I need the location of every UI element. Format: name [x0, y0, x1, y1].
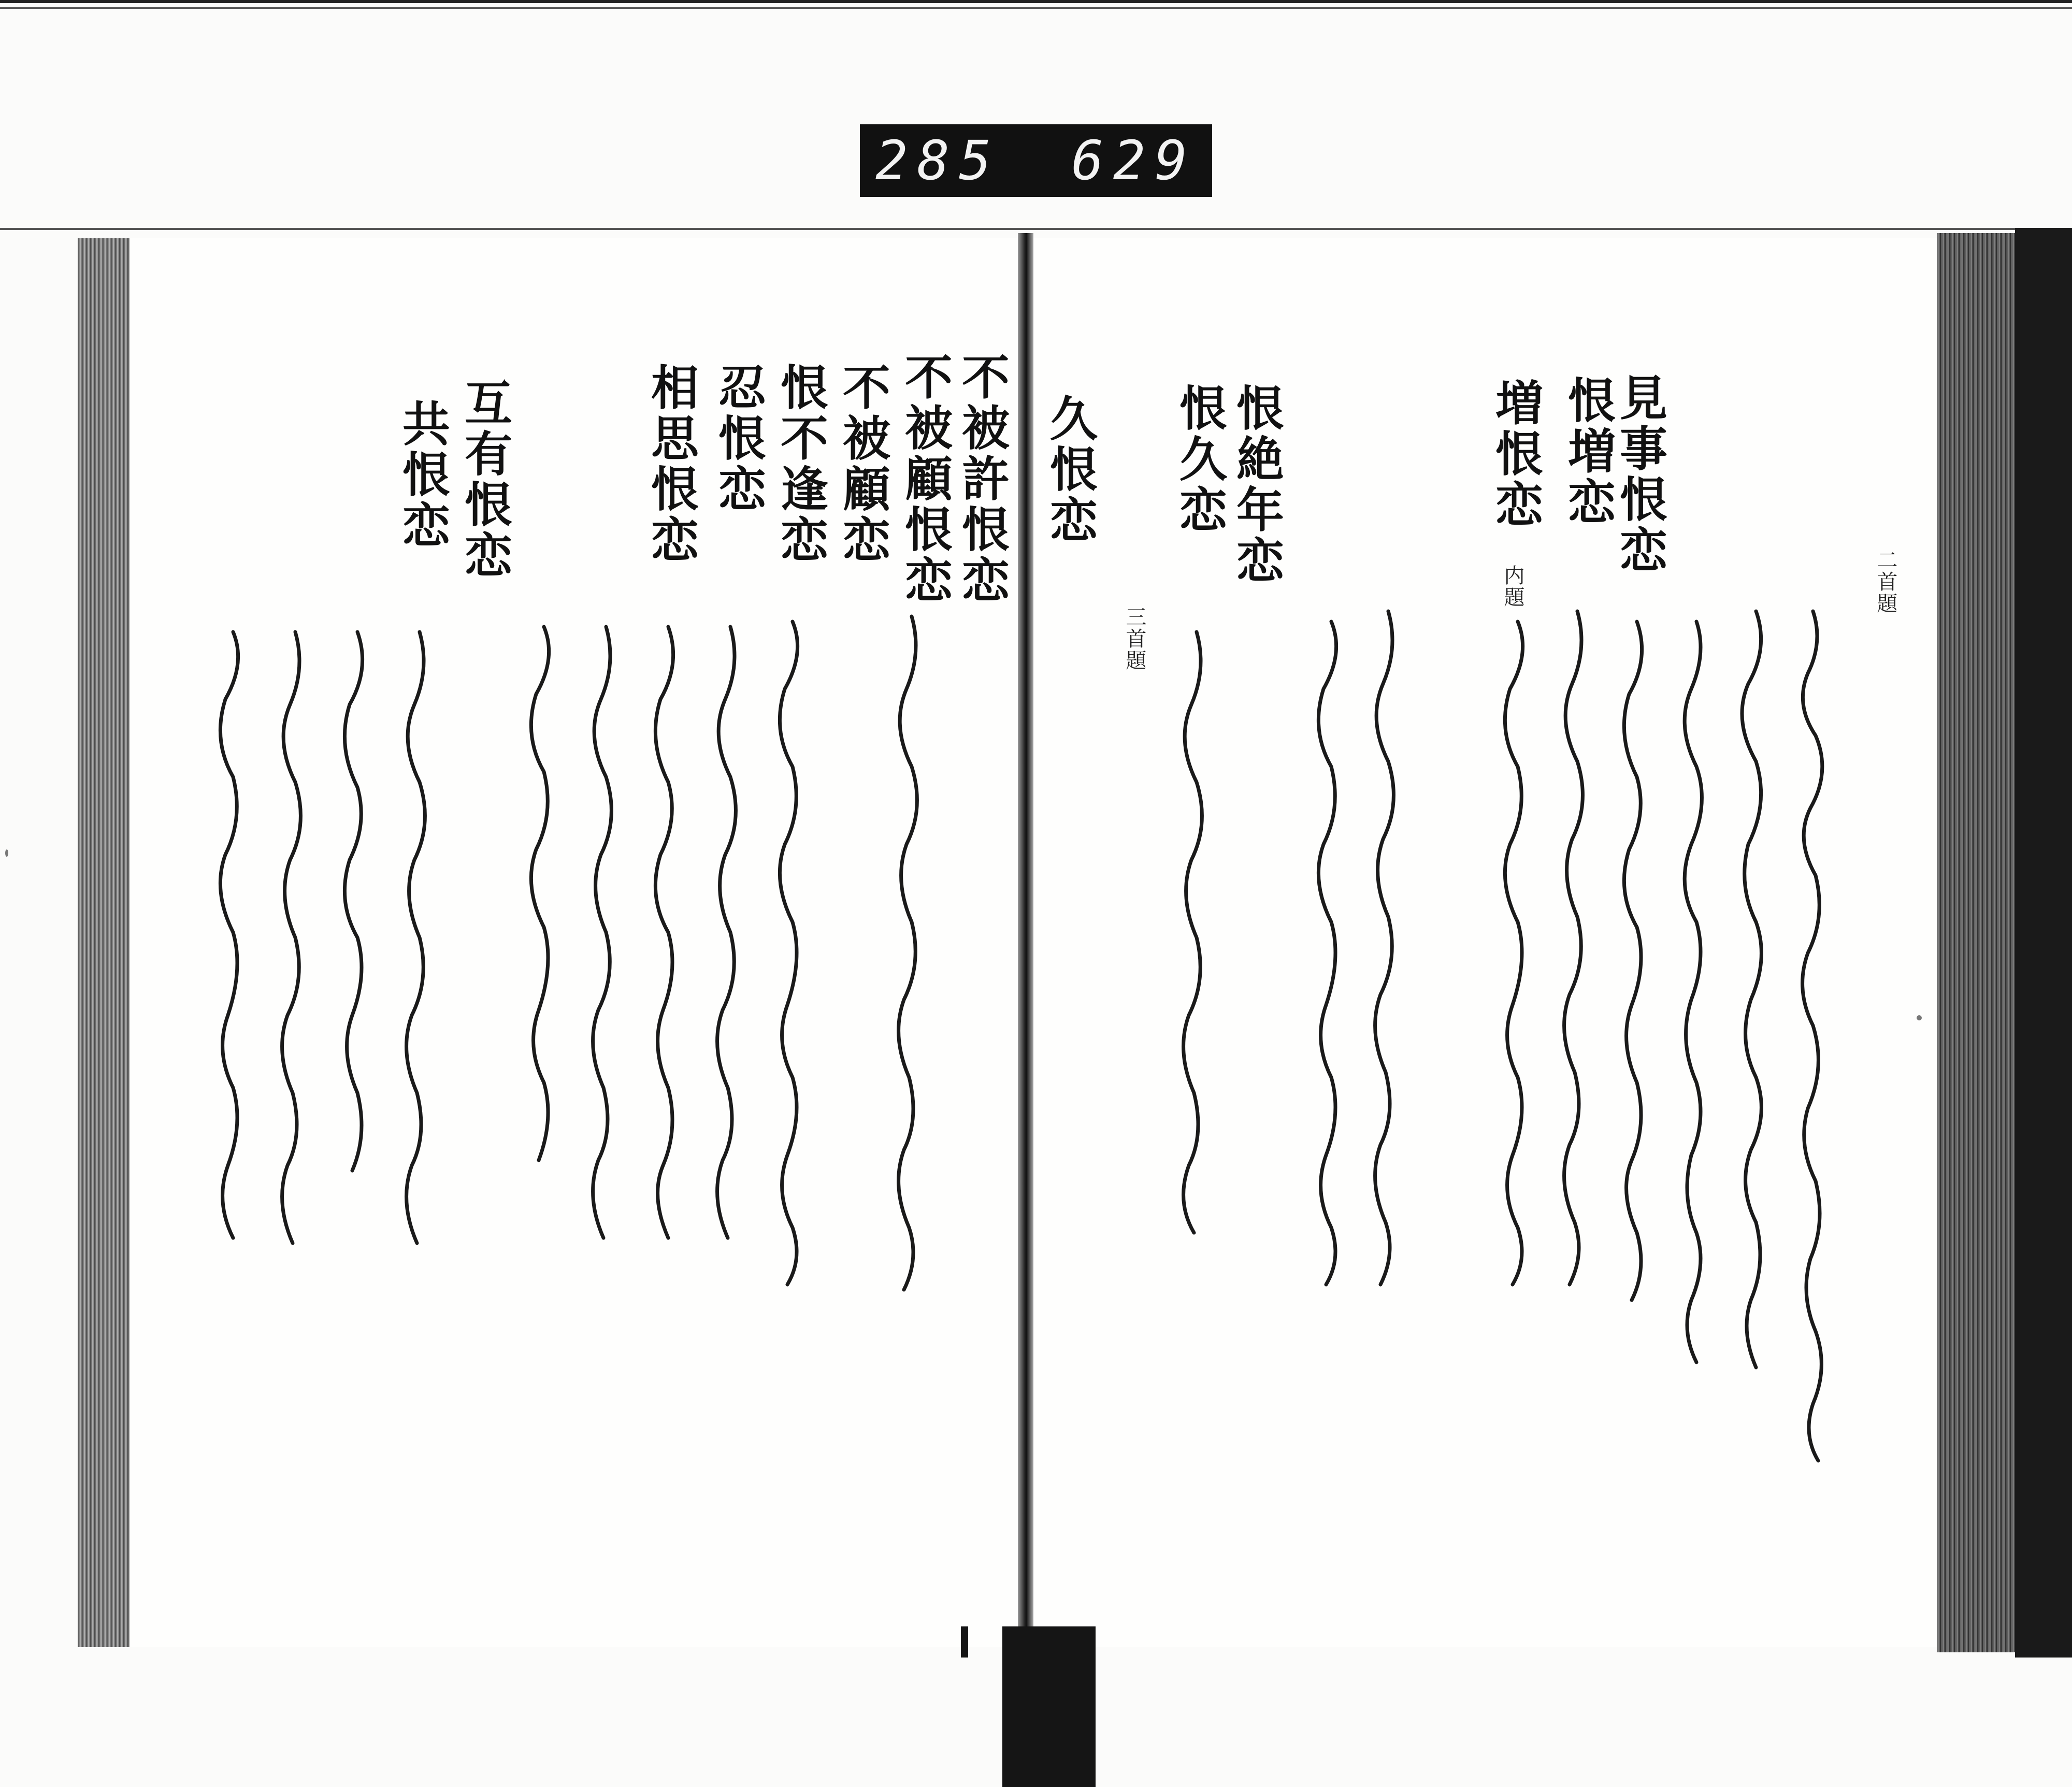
- right-dark-border: [2015, 228, 2072, 1658]
- heading-10: [773, 363, 829, 566]
- heading-11-text: 忍恨恋: [711, 363, 767, 515]
- heading-5-text: 恨久恋: [1172, 383, 1228, 536]
- scan-number-label: [860, 124, 1212, 197]
- right-mark-text: 二首題: [1874, 549, 1897, 614]
- heading-1-text: 見事恨恋: [1612, 373, 1668, 576]
- heading-10-text: 恨不逢恋: [773, 363, 829, 566]
- book-top-edge: [0, 228, 2072, 230]
- heading-3-text: 増恨恋: [1488, 378, 1544, 530]
- heading-5: [1172, 383, 1228, 536]
- open-book: [0, 228, 2072, 1668]
- cursive-handwriting-left: [145, 580, 953, 1642]
- spine-mark: [961, 1626, 968, 1658]
- heading-1: [1612, 373, 1668, 576]
- heading-3-note-text: 内題: [1501, 565, 1524, 608]
- heading-7: [954, 352, 1010, 606]
- book-gutter: [1018, 233, 1033, 1652]
- top-rule-line: [0, 0, 2072, 3]
- right-top-mark: [1875, 549, 1896, 614]
- heading-2: [1560, 376, 1616, 528]
- heading-4-text: 恨絶年恋: [1229, 383, 1285, 586]
- heading-6-note-text: 三首題: [1123, 606, 1146, 671]
- heading-13-text: 互有恨恋: [457, 378, 513, 581]
- spine-block: [1002, 1626, 1096, 1787]
- heading-8: [897, 352, 953, 606]
- heading-9-text: 不被顧恋: [835, 363, 891, 566]
- scan-number-right: 629: [1071, 129, 1197, 192]
- heading-11: [711, 363, 767, 515]
- heading-3: [1488, 378, 1544, 530]
- right-page-edge: [1937, 233, 2015, 1652]
- heading-6-text: 久恨恋: [1042, 394, 1098, 546]
- ink-speck: [5, 849, 8, 857]
- heading-13: [457, 378, 513, 581]
- cursive-handwriting-right: [1088, 590, 1865, 1626]
- heading-7-text: 不被許恨恋: [954, 352, 1010, 606]
- heading-6: [1042, 394, 1098, 546]
- top-rule-line-secondary: [0, 7, 2072, 9]
- ink-speck: [1917, 1015, 1922, 1020]
- left-page-edge: [78, 238, 130, 1647]
- heading-9: [835, 363, 891, 566]
- heading-2-text: 恨増恋: [1560, 376, 1616, 528]
- heading-12: [643, 363, 699, 566]
- heading-14-text: 共恨恋: [395, 399, 451, 551]
- heading-4: [1229, 383, 1285, 586]
- heading-8-text: 不被顧恨恋: [897, 352, 953, 606]
- heading-12-text: 相思恨恋: [643, 363, 699, 566]
- scan-number-left: 285: [875, 129, 1001, 192]
- heading-14: [395, 399, 451, 551]
